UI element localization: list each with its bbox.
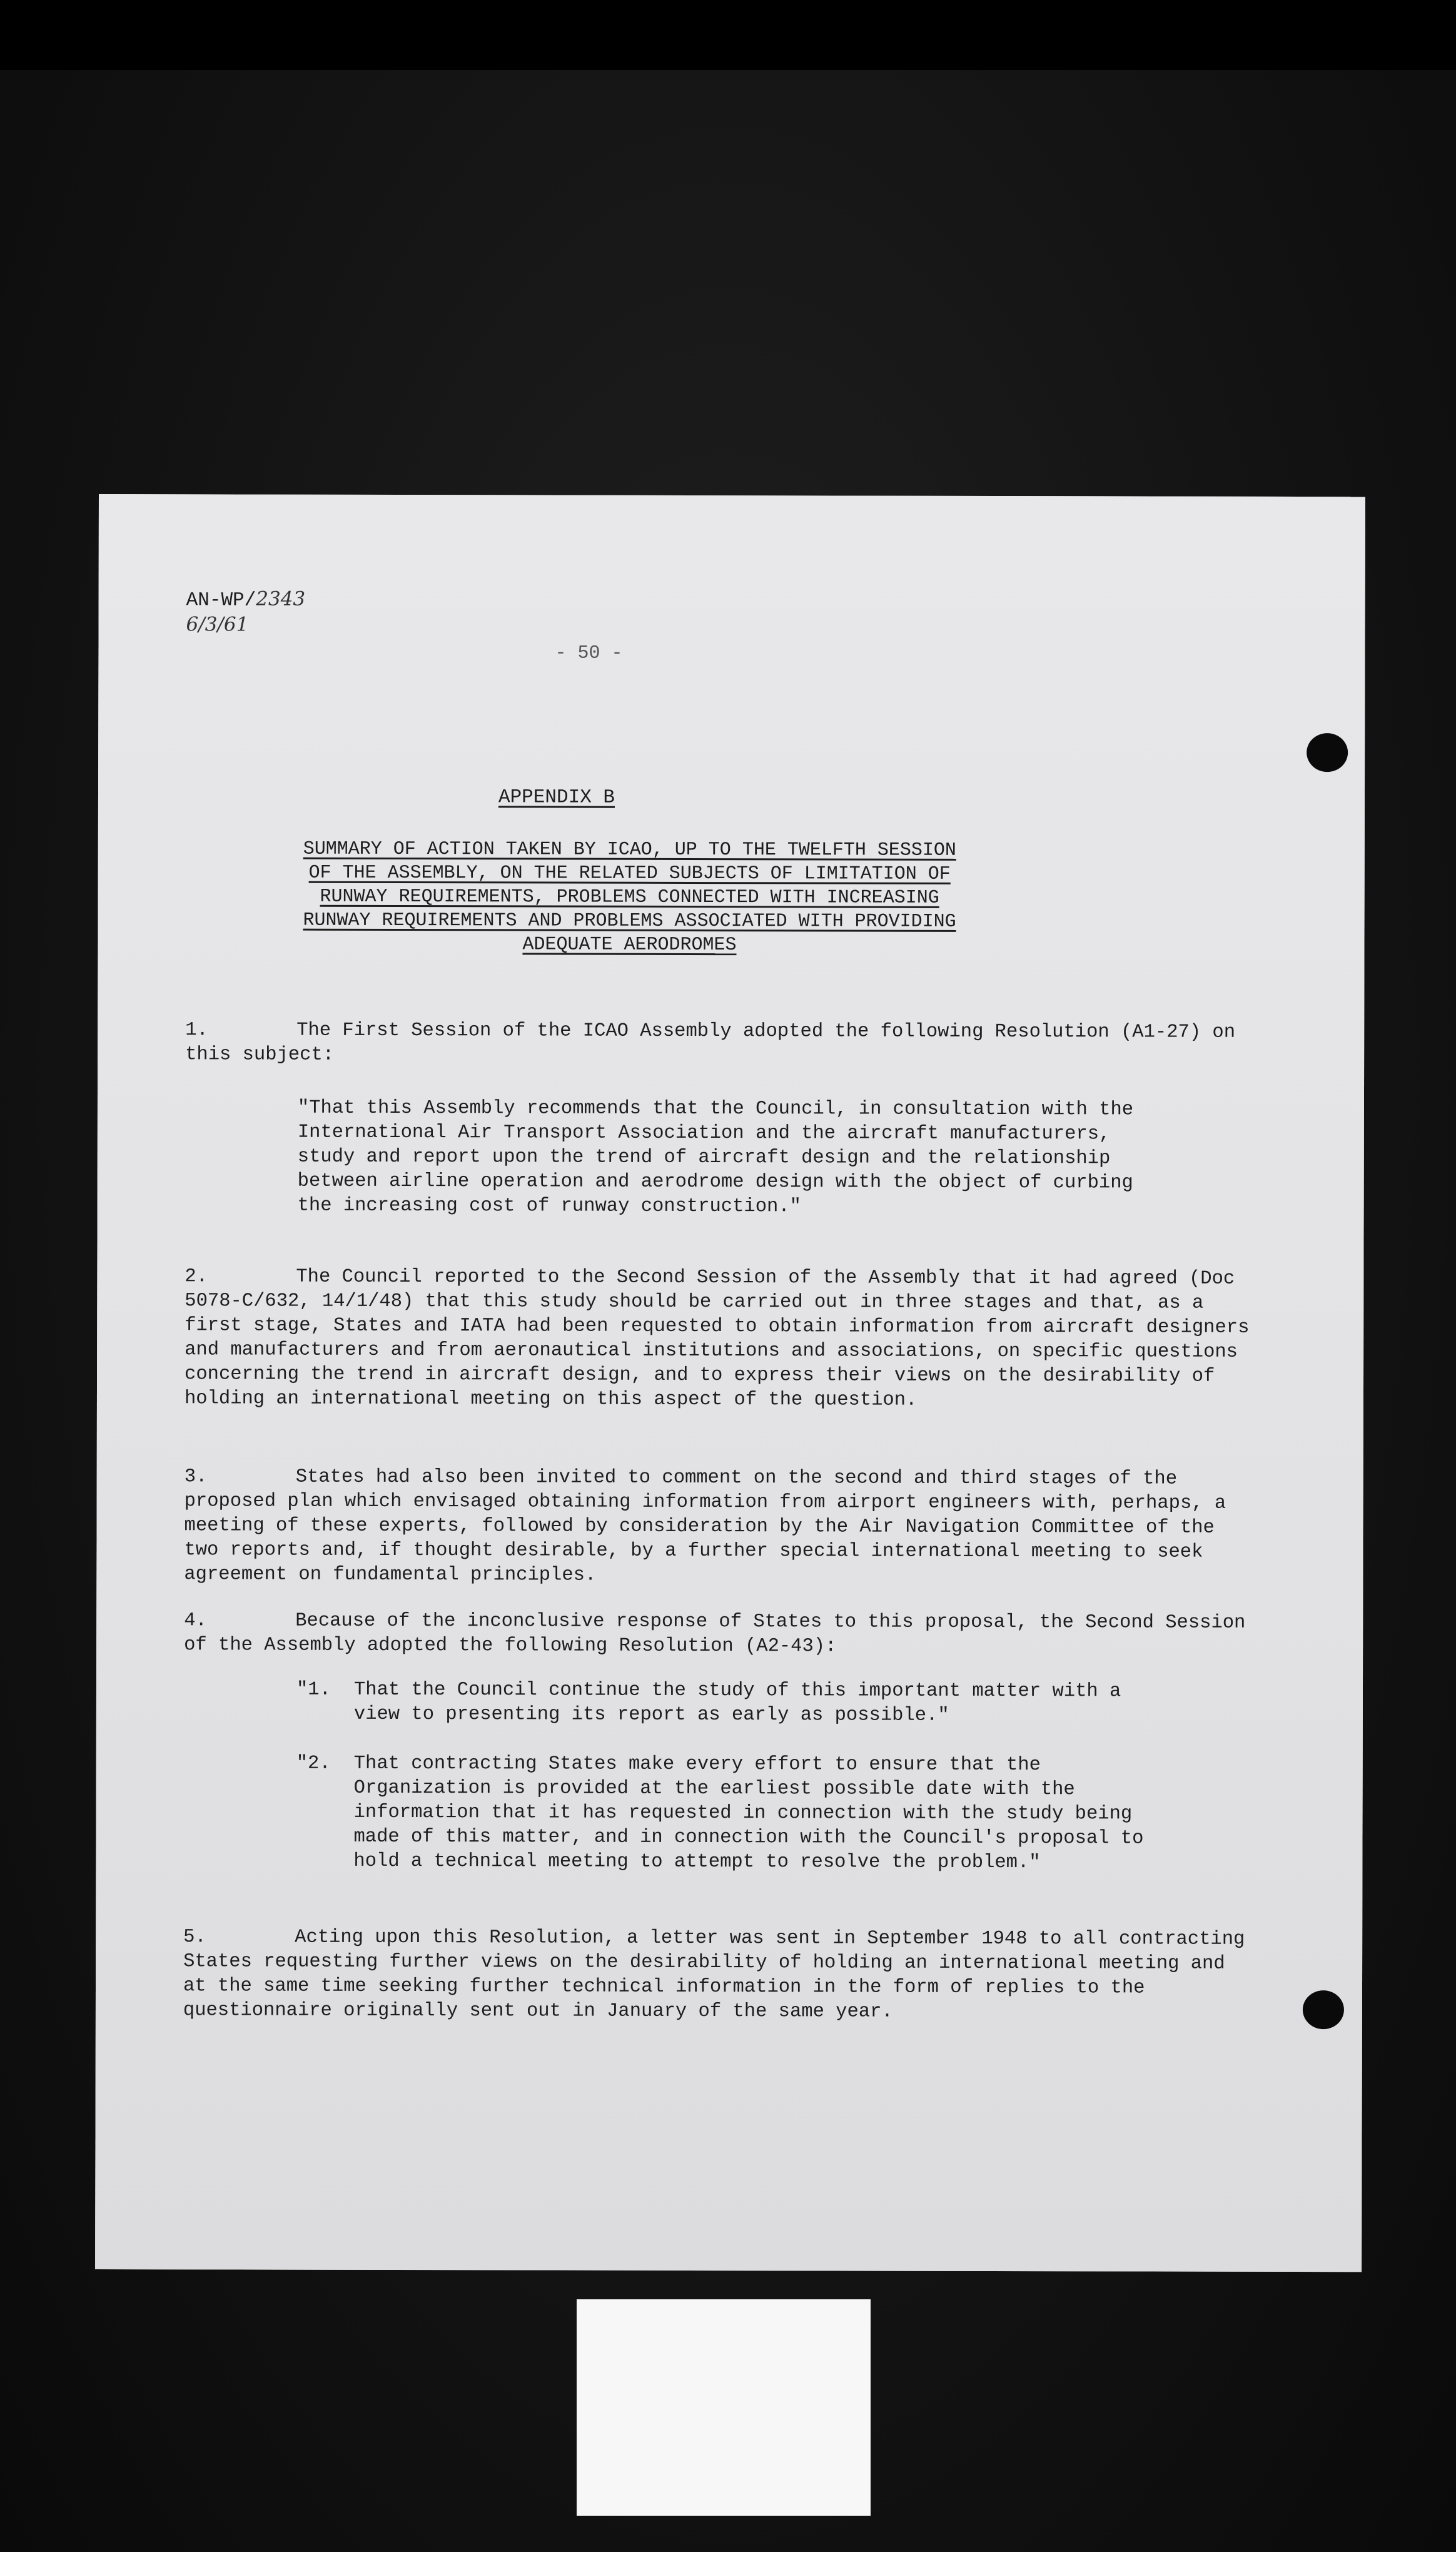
paragraph-number: 1.	[185, 1020, 208, 1041]
resolution-item-1	[296, 1678, 1172, 1729]
resolution-item-number: "2.	[296, 1753, 331, 1775]
page-number: - 50 -	[555, 642, 623, 664]
paragraph-text: The First Session of the ICAO Assembly adopted the following Resolution (A1-27) on this subject:	[185, 1020, 1236, 1066]
paragraph-text: The Council reported to the Second Session of the Assembly that it had agreed (Doc 5078-C/632, 14/1/48) that this study should be carried out in three stages and that, as a first stage, States and IATA had been requested to obtain information from aircraft designers and manufacturers and from aeronautical institutions and associations, on specific questions concerning the trend in aircraft design, and to express their views on the desirability of holding an international meeting on this aspect of the question.	[184, 1266, 1250, 1411]
paragraph-text: Because of the inconclusive response of States to this proposal, the Second Session of the Assembly adopted the following Resolution (A2-43):	[184, 1610, 1246, 1658]
resolution-item-text: That the Council continue the study of this important matter with a view to presenting its report as early as possible."	[353, 1679, 1121, 1726]
punch-hole-bottom	[1303, 1990, 1344, 2029]
paragraph-2	[185, 1265, 1260, 1414]
ref-code: AN-WP/	[186, 589, 256, 612]
blank-label-card	[577, 2299, 871, 2516]
appendix-title: APPENDIX B	[498, 786, 615, 809]
paragraph-number: 5.	[183, 1927, 206, 1948]
heading-line: ADEQUATE AERODROMES	[522, 934, 737, 956]
paragraph-text: Acting upon this Resolution, a letter was sent in September 1948 to all contracting States requesting further views on the desirability of holding an international meeting and at the same time seeking further technical information in the form of replies to the questionnaire originally sent out in January of the same year.	[183, 1927, 1245, 2023]
punch-hole-top	[1307, 733, 1348, 772]
paragraph-text: States had also been invited to comment on the second and third stages of the proposed plan which envisaged obtaining information from airport engineers with, perhaps, a meeting of these experts, followed by consideration by the Air Navigation Committee of the two reports and, if thought desirable, by a further special international meeting to seek agreement on fundamental principles.	[184, 1466, 1226, 1586]
paragraph-1	[185, 1018, 1261, 1070]
ref-code-handwritten: 2343	[256, 587, 306, 610]
document-page	[95, 494, 1365, 2272]
heading-line: RUNWAY REQUIREMENTS, PROBLEMS CONNECTED WITH INCREASING	[320, 886, 939, 909]
heading-line: OF THE ASSEMBLY, ON THE RELATED SUBJECTS OF LIMITATION OF	[308, 862, 951, 885]
ref-date: 6/3/61	[186, 613, 249, 636]
film-top-edge	[0, 0, 1456, 70]
heading-line: RUNWAY REQUIREMENTS AND PROBLEMS ASSOCIATED WITH PROVIDING	[303, 909, 956, 933]
resolution-item-text: That contracting States make every effort to ensure that the Organization is provided at the earliest possible date with the information that it has requested in connection with the study being made of this matter, and in connection with the Council's proposal to hold a technical meeting to attempt to resolve the problem."	[353, 1753, 1144, 1874]
document-reference	[186, 587, 306, 638]
paragraph-number: 4.	[184, 1610, 207, 1632]
document-heading	[248, 838, 1011, 958]
paragraph-number: 2.	[185, 1266, 208, 1288]
resolution-item-number: "1.	[296, 1679, 331, 1701]
paragraph-number: 3.	[184, 1466, 208, 1488]
paragraph-5	[183, 1925, 1259, 2025]
paragraph-4	[184, 1609, 1260, 1660]
resolution-item-2	[296, 1752, 1171, 1876]
paragraph-3	[184, 1465, 1260, 1589]
resolution-a1-27-quote: "That this Assembly recommends that the Council, in consultation with the International Air Transport Association and the aircraft manufacturers, study and report upon the trend of aircraft design and the relationship between airline operation and aerodrome design with the object of curbing the increasing cost of runway construction."	[297, 1097, 1134, 1218]
heading-line: SUMMARY OF ACTION TAKEN BY ICAO, UP TO THE TWELFTH SESSION	[303, 838, 956, 861]
